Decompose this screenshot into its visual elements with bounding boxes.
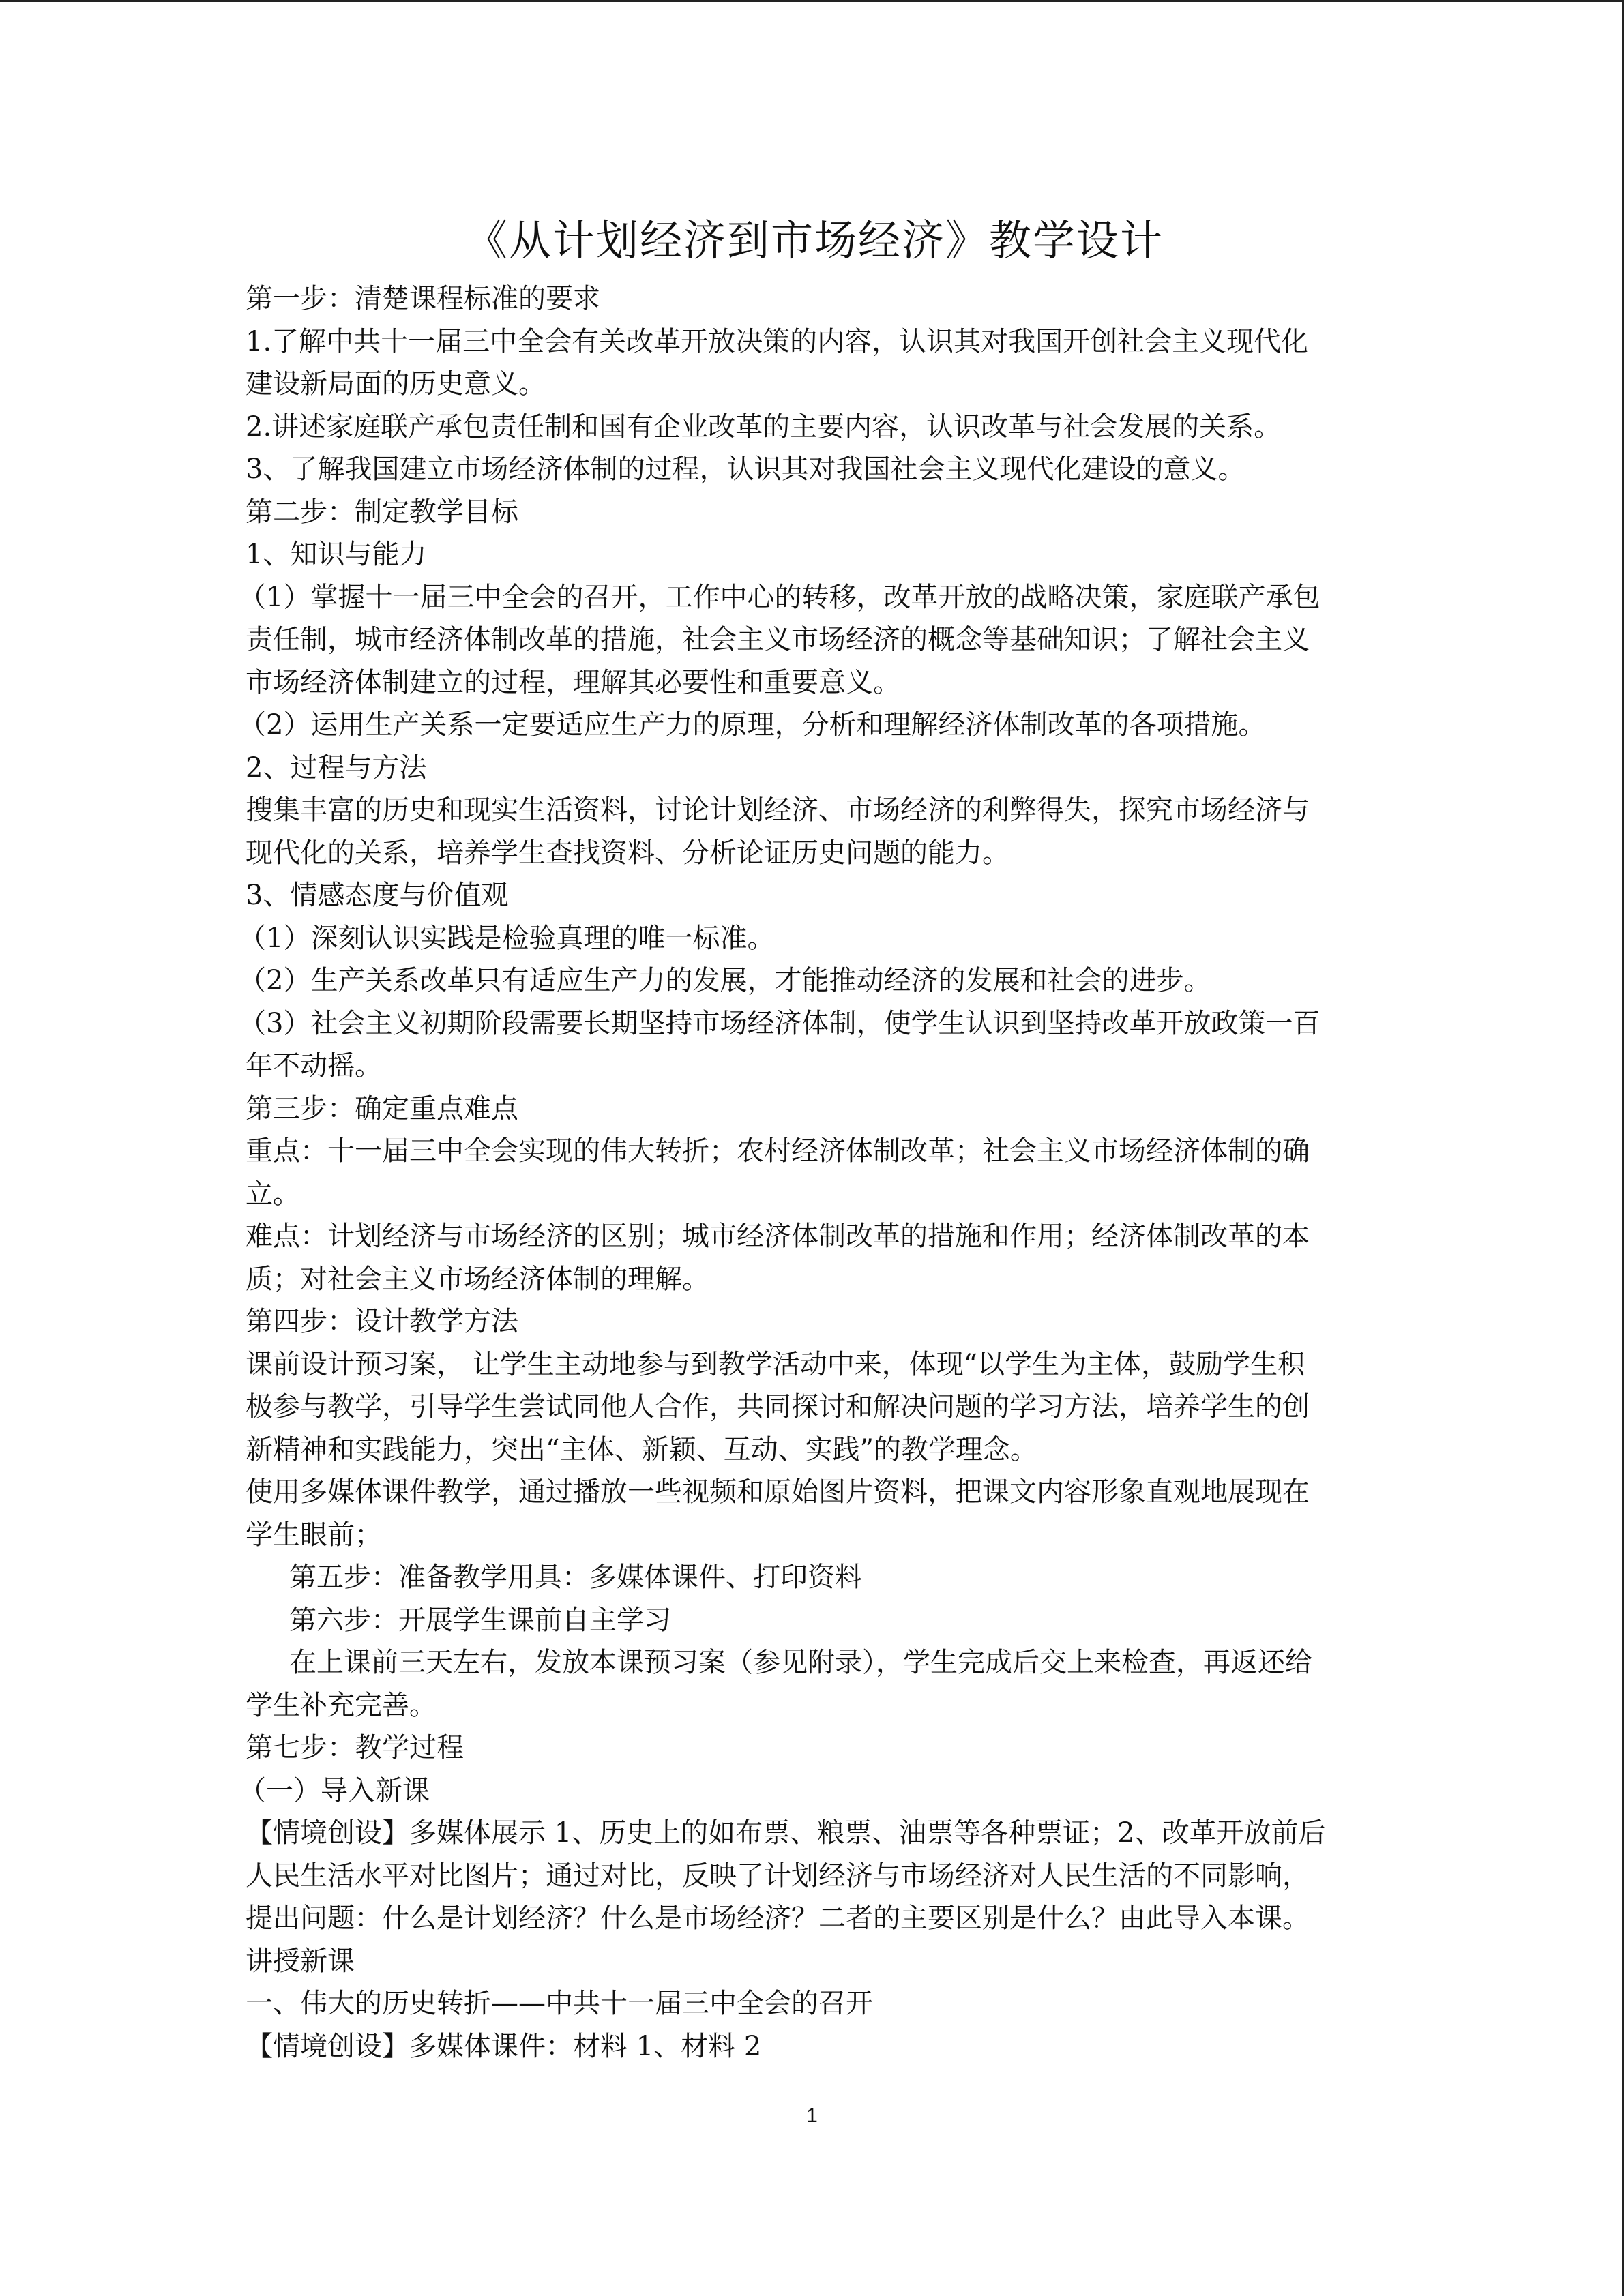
text-line: 现代化的关系，培养学生查找资料、分析论证历史问题的能力。 [246, 837, 1009, 869]
text-line: 建设新局面的历史意义。 [246, 368, 546, 400]
text-line: 新精神和实践能力，突出“主体、新颖、互动、实践”的教学理念。 [246, 1433, 1037, 1465]
text-line: 使用多媒体课件教学，通过播放一些视频和原始图片资料，把课文内容形象直观地展现在 [246, 1476, 1310, 1508]
text-line: 提出问题：什么是计划经济？什么是市场经济？二者的主要区别是什么？由此导入本课。 [246, 1903, 1310, 1934]
text-line: 第七步：教学过程 [246, 1732, 464, 1763]
text-line: 人民生活水平对比图片；通过对比，反映了计划经济与市场经济对人民生活的不同影响， [246, 1860, 1310, 1892]
text-line: 第六步：开展学生课前自主学习 [289, 1604, 671, 1636]
text-line: 学生补充完善。 [246, 1689, 437, 1721]
text-line: 难点：计划经济与市场经济的区别；城市经济体制改革的措施和作用；经济体制改革的本 [246, 1221, 1310, 1252]
text-line: （1）掌握十一届三中全会的召开，工作中心的转移，改革开放的战略决策，家庭联产承包 [239, 581, 1320, 613]
text-line: 讲授新课 [246, 1945, 355, 1977]
document-body [239, 207, 1383, 2068]
text-line: 1.了解中共十一届三中全会有关改革开放决策的内容，认识其对我国开创社会主义现代化 [246, 325, 1309, 357]
text-line: 在上课前三天左右，发放本课预习案（参见附录），学生完成后交上来检查，再返还给 [289, 1647, 1312, 1678]
text-line: 第三步：确定重点难点 [246, 1092, 518, 1124]
text-line: 重点：十一届三中全会实现的伟大转折；农村经济体制改革；社会主义市场经济体制的确 [246, 1135, 1310, 1167]
text-line: 3、情感态度与价值观 [246, 880, 509, 911]
text-line: 年不动摇。 [246, 1050, 382, 1082]
document-title: 《从计划经济到市场经济》教学设计 [464, 215, 1164, 265]
text-line: 质；对社会主义市场经济体制的理解。 [246, 1263, 709, 1295]
text-line: （3）社会主义初期阶段需要长期坚持市场经济体制，使学生认识到坚持改革开放政策一百 [239, 1007, 1320, 1039]
text-line: 课前设计预习案， 让学生主动地参与到教学活动中来，体现“以学生为主体，鼓励学生积 [246, 1348, 1305, 1380]
text-line: 市场经济体制建立的过程，理解其必要性和重要意义。 [246, 666, 900, 698]
text-line: （一）导入新课 [239, 1774, 430, 1806]
text-line: 2.讲述家庭联产承包责任制和国有企业改革的主要内容，认识改革与社会发展的关系。 [246, 411, 1282, 443]
text-line: （1）深刻认识实践是检验真理的唯一标准。 [239, 922, 775, 954]
text-line: 2、过程与方法 [246, 751, 427, 784]
text-line: （2）运用生产关系一定要适应生产力的原理，分析和理解经济体制改革的各项措施。 [239, 709, 1266, 741]
text-line: 第四步：设计教学方法 [246, 1306, 518, 1337]
text-line: 【情境创设】多媒体课件：材料 1、材料 2 [246, 2030, 762, 2062]
text-line: 学生眼前； [246, 1519, 382, 1551]
text-line: 一、伟大的历史转折——中共十一届三中全会的召开 [246, 1988, 873, 2019]
text-line: 1、知识与能力 [246, 539, 427, 570]
text-line: 【情境创设】多媒体展示 1、历史上的如布票、粮票、油票等各种票证；2、改革开放前后 [246, 1817, 1326, 1849]
text-line: 第二步：制定教学目标 [246, 496, 518, 528]
text-line: 责任制，城市经济体制改革的措施，社会主义市场经济的概念等基础知识；了解社会主义 [246, 624, 1310, 655]
text-line: 第五步：准备教学用具：多媒体课件、打印资料 [289, 1562, 862, 1593]
text-line: 搜集丰富的历史和现实生活资料，讨论计划经济、市场经济的利弊得失，探究市场经济与 [246, 794, 1310, 826]
page-number: 1 [806, 2104, 818, 2127]
text-line: 立。 [246, 1178, 300, 1210]
text-line: （2）生产关系改革只有适应生产力的发展，才能推动经济的发展和社会的进步。 [239, 965, 1211, 996]
text-line: 3、了解我国建立市场经济体制的过程，认识其对我国社会主义现代化建设的意义。 [246, 453, 1245, 485]
text-line: 第一步：清楚课程标准的要求 [246, 283, 600, 314]
text-line: 极参与教学，引导学生尝试同他人合作，共同探讨和解决问题的学习方法，培养学生的创 [246, 1391, 1310, 1422]
